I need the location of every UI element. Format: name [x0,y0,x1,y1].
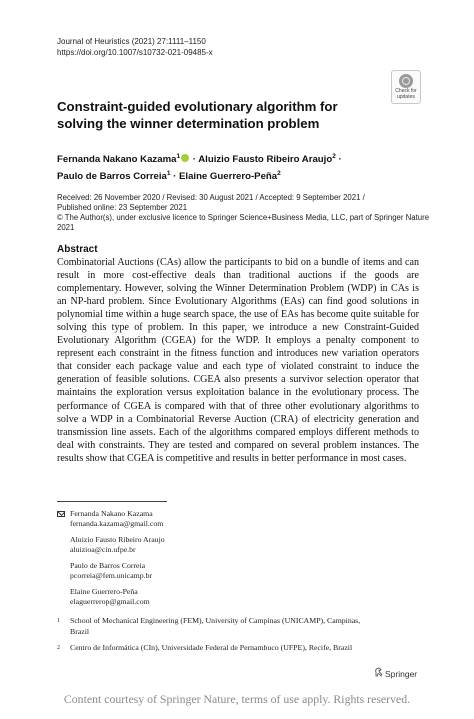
springer-logo [374,667,417,679]
contact-name: Paulo de Barros Correia [70,561,146,570]
author-separator: · [335,154,342,166]
affiliation-text [70,643,420,654]
dates-line: Published online: 23 September 2021 [57,203,188,212]
author-name[interactable]: Paulo de Barros Correia [57,170,167,182]
author-contacts [57,509,357,614]
contact-email[interactable]: aluizioa@cin.ufpe.br [70,545,136,554]
orcid-icon[interactable] [181,154,189,162]
author-affiliation-mark: 2 [332,153,336,160]
abstract-text: Combinatorial Auctions (CAs) allow the participants to bid on a bundle of items and can result in more cost-effective deals than traditional auctions if the goods are complementary. However, solving the Winner Determination Problem (WDP) in CAs is an NP-hard problem. Since Evolutionary Algorithms (EAs) can find good solutions in polynomial time within a huge search space, the use of EAs has become quite suitable for solving this type of problem. In this paper, we introduce a new Constraint-Guided Evolutionary Algorithm (CGEA) for the WDP. It employs a penalty component to represent each constraint in the fitness function and introduces new variation operators that consider each package value and each type of violated constraint to induce the generation of feasible solutions. CGEA also presents a survivor selection operator that maintains the exploration versus exploitation balance in the evolutionary process. The performance of CGEA is compared with that of three other evolutionary algorithms to solve a WDP in a Combinatorial Reverse Auction (CRA) of electricity generation and transmission line assets. Each of the algorithms compared employs different methods to deal with constraints. They are tested and compared on several problem instances. The results show that CGEA is competitive and results in better performance in most cases. [57,257,419,464]
contact-email[interactable]: elaguerrerop@gmail.com [70,597,150,606]
author-affiliation-mark: 2 [277,169,281,177]
abstract-heading: Abstract [57,244,98,255]
affiliation-line: Brazil [70,626,90,636]
affiliation-line: School of Mechanical Engineering (FEM), University of Campinas (UNICAMP), Campinas, [70,616,361,625]
affiliation-line: Centro de Informática (CIn), Universidade Federal de Pernambuco (UFPE), Recife, Brazil [70,643,353,652]
contact-name: Elaine Guerrero-Peña [70,587,138,596]
badge-line2: updates [397,93,415,100]
author-affiliation-mark: 1 [166,169,171,177]
author-separator: · [170,170,179,182]
envelope-icon [57,511,65,517]
contact-name: Aluizio Fausto Ribeiro Araujo [70,535,165,544]
springer-horse-icon [374,667,383,677]
affiliation-number: 2 [57,645,60,651]
author-list [57,150,417,183]
author-separator: · [190,154,199,166]
journal-header [57,36,213,58]
dates-line: Received: 26 November 2020 / Revised: 30 August 2021 / Accepted: 9 September 2021 / [57,193,365,202]
author-name[interactable]: Elaine Guerrero-Peña [179,170,278,182]
author-name[interactable]: Aluizio Fausto Ribeiro Araujo [198,154,333,166]
publisher-name: Springer [385,669,418,679]
copyright-line: © The Author(s), under exclusive licence to Springer Science+Business Media, LLC, part of Springer Nature 2021 [57,213,430,232]
footnote-divider [57,501,167,502]
contact-name: Fernanda Nakano Kazama [70,509,153,518]
affiliation-number: 1 [57,618,60,624]
check-for-updates-badge[interactable] [391,70,421,104]
author-name[interactable]: Fernanda Nakano Kazama [57,154,177,166]
journal-citation: Journal of Heuristics (2021) 27:1111–1150 [57,37,206,46]
affiliation-text [70,616,420,637]
check-for-updates-icon [399,74,413,88]
author-affiliation-mark: 1 [176,153,181,160]
badge-line1: Check for [395,88,417,94]
publication-dates [57,193,437,233]
content-courtesy-footer: Content courtesy of Springer Nature, terms of use apply. Rights reserved. [63,692,411,706]
affiliation-item [57,616,427,638]
contact-email[interactable]: pcorreia@fem.unicamp.br [70,571,153,580]
affiliation-item [57,643,427,655]
contact-email[interactable]: fernanda.kazama@gmail.com [70,519,164,528]
doi-link[interactable]: https://doi.org/10.1007/s10732-021-09485-x [57,48,213,57]
article-title: Constraint-guided evolutionary algorithm for solving the winner determination problem [57,99,338,131]
